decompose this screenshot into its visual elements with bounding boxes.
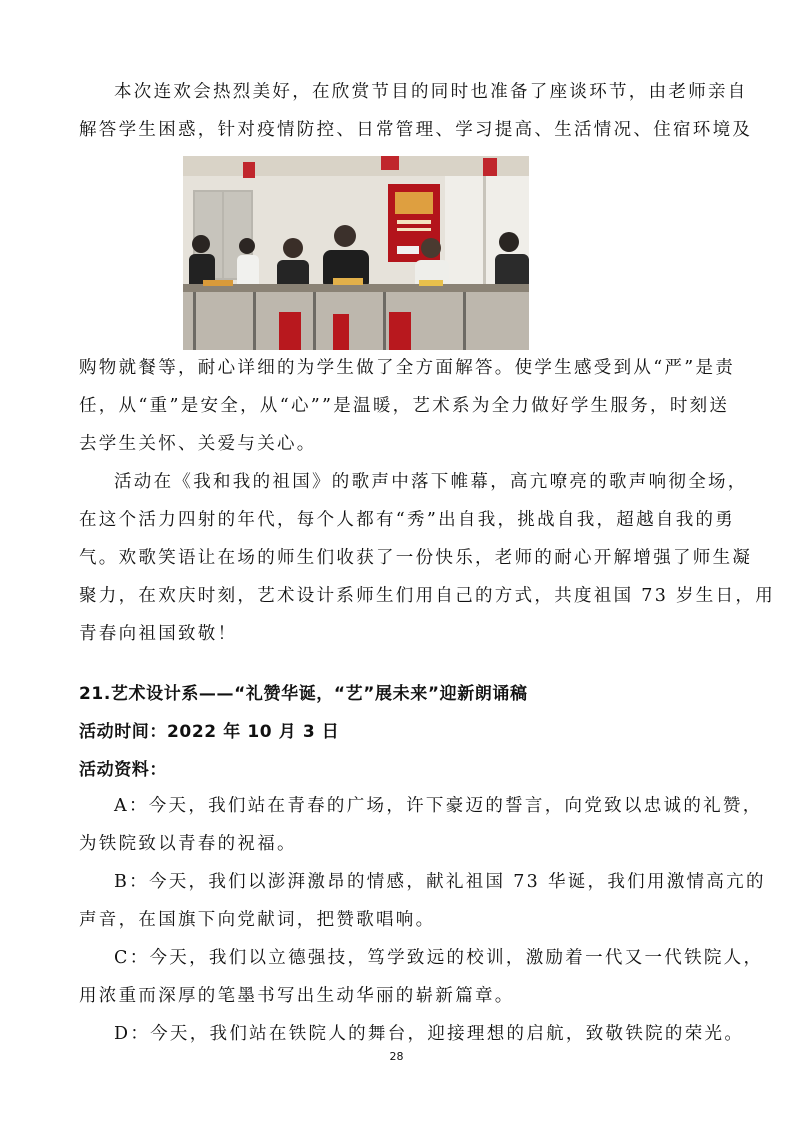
paragraph1-line4: 任，从“重”是安全，从“心””是温暖，艺术系为全力做好学生服务，时刻送: [79, 396, 730, 416]
paragraph2-line5: 青春向祖国致敬！: [79, 624, 238, 644]
script-line-a1: A：今天，我们站在青春的广场，许下豪迈的誓言，向党致以忠诚的礼赞，: [114, 796, 763, 816]
paragraph1-line2: 解答学生困惑，针对疫情防控、日常管理、学习提高、生活情况、住宿环境及: [79, 120, 753, 140]
page-number: 28: [389, 1050, 404, 1063]
script-line-d1: D：今天，我们站在铁院人的舞台，迎接理想的启航，致敬铁院的荣光。: [114, 1024, 745, 1044]
paragraph1-line1: 本次连欢会热烈美好，在欣赏节目的同时也准备了座谈环节，由老师亲自: [114, 82, 748, 102]
paragraph1-line3: 购物就餐等，耐心详细的为学生做了全方面解答。使学生感受到从“严”是责: [79, 358, 736, 378]
event-photo: [183, 156, 529, 350]
script-line-a2: 为铁院致以青春的祝福。: [79, 834, 297, 854]
section-heading: 21.艺术设计系——“礼赞华诞，“艺”展未来”迎新朗诵稿: [79, 684, 528, 704]
activity-material-label: 活动资料：: [79, 760, 167, 780]
event-photo-illustration: [183, 156, 529, 350]
paragraph1-line5: 去学生关怀、关爱与关心。: [79, 434, 317, 454]
script-line-c1: C：今天，我们以立德强技，笃学致远的校训，激励着一代又一代铁院人，: [114, 948, 764, 968]
paragraph2-line3: 气。欢歌笑语让在场的师生们收获了一份快乐，老师的耐心开解增强了师生凝: [79, 548, 753, 568]
activity-time: 活动时间：2022 年 10 月 3 日: [79, 722, 340, 742]
paragraph2-line4: 聚力，在欢庆时刻，艺术设计系师生们用自己的方式，共度祖国 73 岁生日，用: [79, 586, 775, 606]
paragraph2-line1: 活动在《我和我的祖国》的歌声中落下帷幕，高亢嘹亮的歌声响彻全场，: [114, 472, 748, 492]
script-line-c2: 用浓重而深厚的笔墨书写出生动华丽的崭新篇章。: [79, 986, 515, 1006]
script-line-b1: B：今天，我们以澎湃激昂的情感，献礼祖国 73 华诞，我们用激情高亢的: [114, 872, 766, 892]
script-line-b2: 声音，在国旗下向党献词，把赞歌唱响。: [79, 910, 436, 930]
paragraph2-line2: 在这个活力四射的年代，每个人都有“秀”出自我，挑战自我，超越自我的勇: [79, 510, 736, 530]
